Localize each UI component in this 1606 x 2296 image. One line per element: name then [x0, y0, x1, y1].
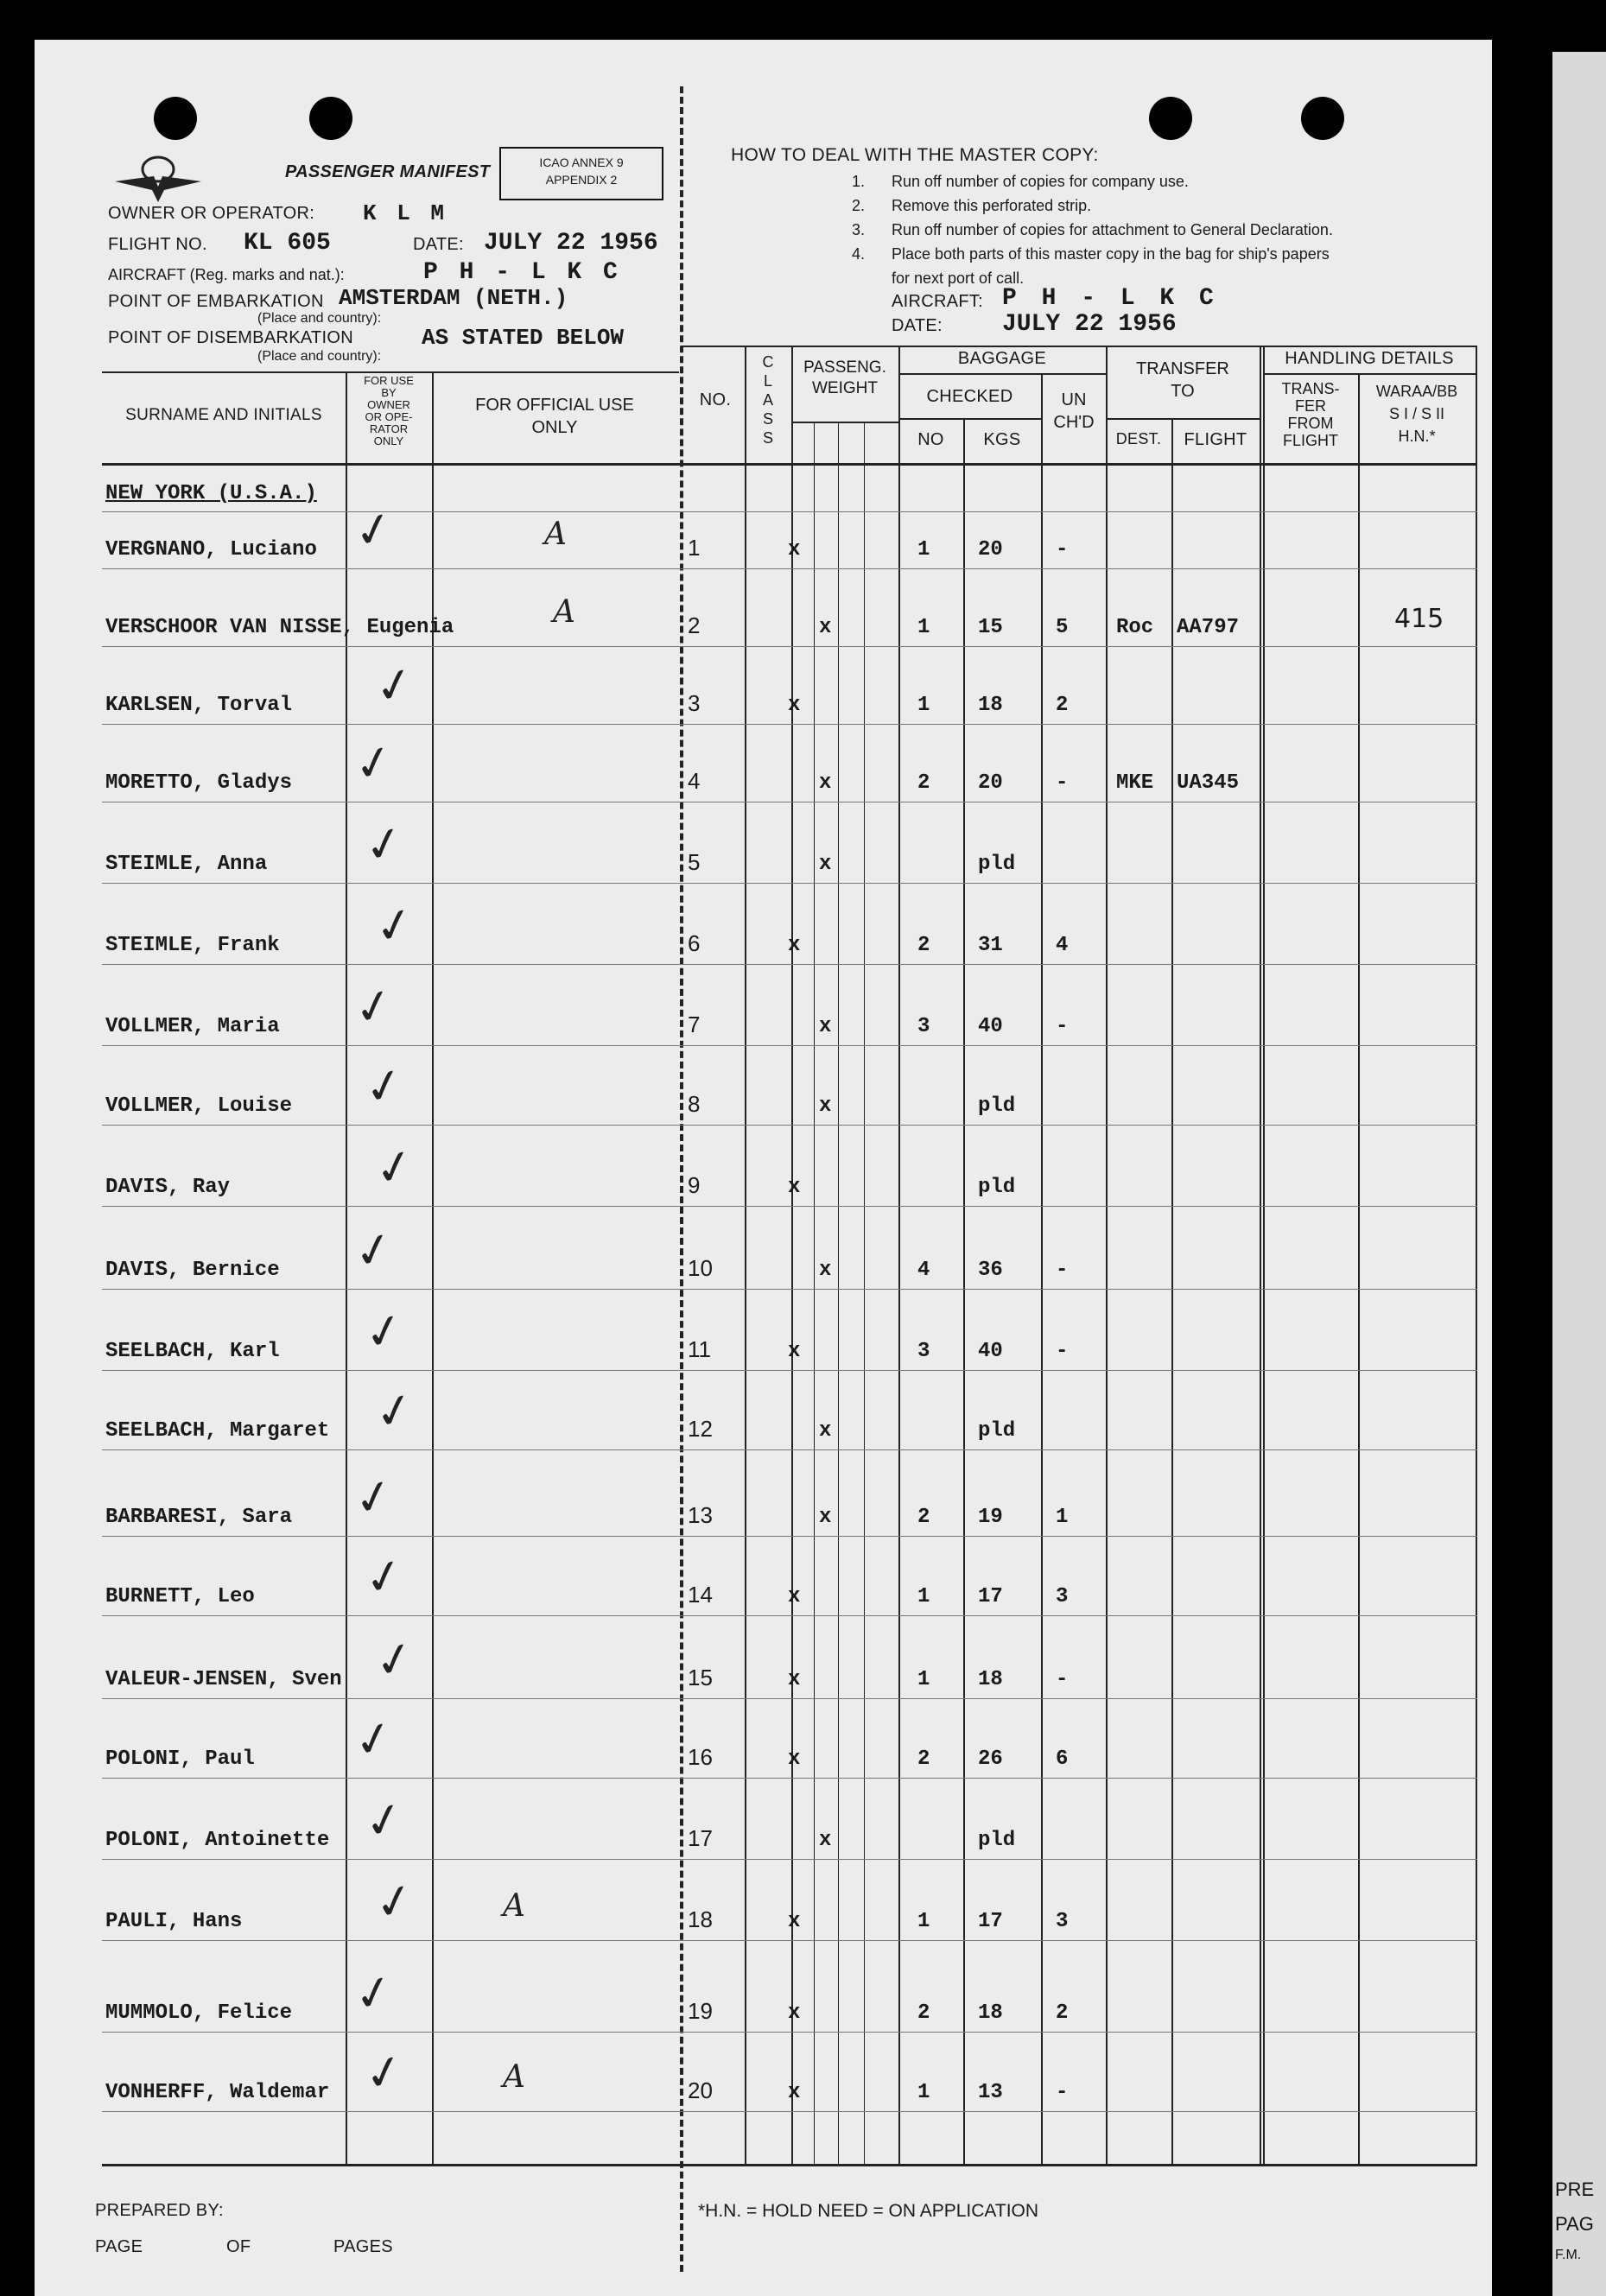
- rule: [898, 373, 1106, 375]
- passenger-name: VERGNANO, Luciano: [105, 538, 317, 561]
- weight-mark-1: x: [788, 2081, 801, 2104]
- seq-no: 7: [688, 1012, 701, 1037]
- official-mark: A: [503, 2059, 525, 2095]
- col-surname: SURNAME AND INITIALS: [125, 406, 322, 424]
- row-rule: [102, 568, 1477, 569]
- unchecked-count: -: [1056, 1668, 1069, 1691]
- table-row: [0, 813, 1606, 881]
- owner-value: K L M: [363, 200, 448, 226]
- table-row: [0, 2041, 1606, 2109]
- flight-label: FLIGHT NO.: [108, 235, 207, 254]
- bag-kgs: pld: [978, 1419, 1016, 1443]
- rule: [793, 422, 898, 423]
- passenger-name: VALEUR-JENSEN, Sven: [105, 1668, 342, 1691]
- checkmark-icon: ✓: [369, 1628, 420, 1691]
- seq-no: 14: [688, 1582, 713, 1608]
- bag-count: 1: [917, 616, 930, 639]
- strip-text: PAG: [1555, 2213, 1594, 2235]
- unchecked-count: 5: [1056, 616, 1069, 639]
- rule: [1263, 373, 1477, 375]
- bag-kgs: 18: [978, 1668, 1003, 1691]
- seq-no: 11: [688, 1336, 711, 1362]
- punch-hole: [154, 97, 197, 140]
- bag-kgs: 31: [978, 934, 1003, 957]
- table-row: [0, 1545, 1606, 1614]
- weight-mark-1: x: [788, 1910, 801, 1933]
- place-country: (Place and country):: [257, 311, 382, 326]
- unchecked-count: -: [1056, 1015, 1069, 1038]
- bag-count: 2: [917, 2001, 930, 2025]
- passenger-name: SEELBACH, Margaret: [105, 1419, 330, 1443]
- checkmark-icon: ✓: [348, 1466, 399, 1529]
- weight-mark-2: x: [819, 1829, 832, 1852]
- bag-kgs: 17: [978, 1910, 1003, 1933]
- passenger-name: VOLLMER, Maria: [105, 1015, 280, 1038]
- punch-hole: [309, 97, 352, 140]
- table-row: [0, 732, 1606, 800]
- seq-no: 20: [688, 2077, 713, 2103]
- icao-line2: APPENDIX 2: [545, 173, 618, 187]
- passenger-name: POLONI, Antoinette: [105, 1829, 330, 1852]
- row-rule: [102, 964, 1477, 965]
- row-rule: [102, 1940, 1477, 1941]
- row-rule: [102, 883, 1477, 884]
- checkmark-icon: ✓: [348, 1708, 399, 1771]
- weight-mark-1: x: [788, 1340, 801, 1363]
- row-rule: [102, 1615, 1477, 1616]
- bag-kgs: 18: [978, 694, 1003, 717]
- passenger-name: VERSCHOOR VAN NISSE, Eugenia: [105, 616, 454, 639]
- prepared-by-label: PREPARED BY:: [95, 2201, 224, 2220]
- col-bag-no: NO: [917, 430, 944, 449]
- embark-label: POINT OF EMBARKATION: [108, 292, 324, 311]
- master-copy-title: HOW TO DEAL WITH THE MASTER COPY:: [731, 145, 1099, 165]
- disembark-label: POINT OF DISEMBARKATION: [108, 328, 353, 347]
- row-rule: [102, 2111, 1477, 2112]
- bag-count: 3: [917, 1340, 930, 1363]
- bag-kgs: 26: [978, 1747, 1003, 1771]
- bag-count: 1: [917, 1585, 930, 1608]
- bag-kgs: 40: [978, 1340, 1003, 1363]
- passenger-name: VONHERFF, Waldemar: [105, 2081, 330, 2104]
- bag-kgs: 36: [978, 1259, 1003, 1282]
- checkmark-icon: ✓: [359, 1545, 409, 1608]
- pages-label: PAGES: [333, 2237, 393, 2256]
- checkmark-icon: ✓: [359, 1055, 409, 1118]
- mc-aircraft-label: AIRCRAFT:: [892, 292, 984, 311]
- checkmark-icon: ✓: [369, 1870, 420, 1933]
- bag-kgs: 20: [978, 771, 1003, 795]
- mc-date-label: DATE:: [892, 316, 943, 335]
- passenger-name: VOLLMER, Louise: [105, 1094, 293, 1118]
- hn-footnote: *H.N. = HOLD NEED = ON APPLICATION: [698, 2201, 1039, 2221]
- passenger-name: DAVIS, Ray: [105, 1176, 231, 1199]
- table-row: [0, 1708, 1606, 1776]
- rule: [102, 371, 679, 373]
- checkmark-icon: ✓: [369, 1380, 420, 1443]
- checkmark-icon: ✓: [348, 975, 399, 1038]
- rule: [898, 418, 1041, 420]
- col-transfer: TRANSFER TO: [1136, 359, 1229, 401]
- weight-mark-2: x: [819, 853, 832, 876]
- seq-no: 6: [688, 930, 701, 956]
- disembark-value: AS STATED BELOW: [422, 325, 625, 351]
- table-row: [0, 1300, 1606, 1368]
- checkmark-icon: ✓: [348, 1962, 399, 2025]
- destination-heading: NEW YORK (U.S.A.): [105, 482, 317, 505]
- col-dest: DEST.: [1115, 430, 1162, 447]
- col-no: NO.: [699, 390, 732, 409]
- passenger-name: DAVIS, Bernice: [105, 1259, 280, 1282]
- unchecked-count: -: [1056, 2081, 1069, 2104]
- passenger-name: KARLSEN, Torval: [105, 694, 293, 717]
- bag-kgs: pld: [978, 853, 1016, 876]
- bag-count: 3: [917, 1015, 930, 1038]
- bag-count: 2: [917, 1747, 930, 1771]
- place-country: (Place and country):: [257, 349, 382, 364]
- step-4: 4. Place both parts of this master copy in the bag for ship's papers: [852, 245, 1330, 263]
- seq-no: 8: [688, 1091, 701, 1117]
- unchecked-count: -: [1056, 771, 1069, 795]
- seq-no: 12: [688, 1416, 713, 1442]
- col-baggage: BAGGAGE: [957, 349, 1047, 368]
- table-row: [0, 975, 1606, 1043]
- bag-kgs: pld: [978, 1094, 1016, 1118]
- table-row: [0, 894, 1606, 962]
- strip-text: F.M.: [1555, 2248, 1582, 2262]
- bag-kgs: 19: [978, 1506, 1003, 1529]
- col-owner-use: FOR USE BY OWNER OR OPE- RATOR ONLY: [364, 374, 414, 447]
- step-2: 2. Remove this perforated strip.: [852, 197, 1092, 214]
- row-rule: [102, 1536, 1477, 1537]
- table-row: [0, 1219, 1606, 1287]
- bag-kgs: pld: [978, 1176, 1016, 1199]
- bag-count: 1: [917, 538, 930, 561]
- step-4-cont: for next port of call.: [892, 270, 1025, 287]
- seq-no: 13: [688, 1502, 713, 1528]
- seq-no: 1: [688, 535, 701, 561]
- aircraft-value: P H - L K C: [423, 259, 621, 286]
- checkmark-icon: ✓: [359, 2041, 409, 2104]
- rule: [1106, 418, 1260, 420]
- unchecked-count: 1: [1056, 1506, 1069, 1529]
- seq-no: 2: [688, 612, 701, 638]
- mc-aircraft-value: P H - L K C: [1002, 285, 1219, 312]
- owner-label: OWNER OR OPERATOR:: [108, 204, 315, 223]
- table-row: [0, 654, 1606, 722]
- unchecked-count: 6: [1056, 1747, 1069, 1771]
- unchecked-count: 4: [1056, 934, 1069, 957]
- rule: [681, 346, 1477, 347]
- klm-logo-icon: [111, 152, 206, 204]
- row-rule: [102, 511, 1477, 512]
- passenger-name: STEIMLE, Anna: [105, 853, 268, 876]
- weight-mark-1: x: [788, 538, 801, 561]
- passenger-name: BARBARESI, Sara: [105, 1506, 293, 1529]
- seq-no: 10: [688, 1255, 713, 1281]
- seq-no: 15: [688, 1665, 713, 1690]
- bag-kgs: 17: [978, 1585, 1003, 1608]
- weight-mark-1: x: [788, 2001, 801, 2025]
- row-rule: [102, 1289, 1477, 1290]
- table-row: [0, 498, 1606, 567]
- col-pass-weight: PASSENG. WEIGHT: [803, 358, 886, 397]
- passenger-name: MORETTO, Gladys: [105, 771, 293, 795]
- unchecked-count: 3: [1056, 1585, 1069, 1608]
- bag-count: 4: [917, 1259, 930, 1282]
- bag-count: 2: [917, 934, 930, 957]
- row-rule: [102, 1449, 1477, 1450]
- unchecked-count: -: [1056, 538, 1069, 561]
- strip-text: PRE: [1555, 2179, 1595, 2200]
- seq-no: 19: [688, 1998, 713, 2024]
- row-rule: [102, 724, 1477, 725]
- rule: [102, 2164, 1477, 2166]
- bag-kgs: 20: [978, 538, 1003, 561]
- unchecked-count: -: [1056, 1259, 1069, 1282]
- step-3: 3. Run off number of copies for attachment to General Declaration.: [852, 221, 1333, 238]
- table-row: [0, 1628, 1606, 1697]
- row-rule: [102, 1125, 1477, 1126]
- col-official: FOR OFFICIAL USE ONLY: [475, 396, 634, 437]
- weight-mark-1: x: [788, 934, 801, 957]
- col-flight: FLIGHT: [1184, 430, 1247, 449]
- checkmark-icon: ✓: [348, 732, 399, 795]
- weight-mark-2: x: [819, 1419, 832, 1443]
- icao-box: [499, 147, 663, 200]
- bag-kgs: 15: [978, 616, 1003, 639]
- bag-count: 2: [917, 771, 930, 795]
- table-row: [0, 1870, 1606, 1938]
- hold-need: 415: [1394, 604, 1444, 634]
- mc-date-value: JULY 22 1956: [1002, 311, 1177, 338]
- punch-hole: [1301, 97, 1344, 140]
- bag-kgs: 13: [978, 2081, 1003, 2104]
- passenger-name: STEIMLE, Frank: [105, 934, 280, 957]
- weight-mark-2: x: [819, 1259, 832, 1282]
- weight-mark-1: x: [788, 1176, 801, 1199]
- table-row: [0, 1136, 1606, 1204]
- bag-count: 1: [917, 1910, 930, 1933]
- col-waraa: WARAA/BB S I / S II H.N.*: [1375, 383, 1458, 445]
- row-rule: [102, 1206, 1477, 1207]
- seq-no: 4: [688, 768, 701, 794]
- table-row: [0, 593, 1606, 644]
- bag-kgs: pld: [978, 1829, 1016, 1852]
- seq-no: 18: [688, 1906, 713, 1932]
- table-row: [0, 1466, 1606, 1534]
- bag-kgs: 40: [978, 1015, 1003, 1038]
- flight-value: KL 605: [244, 230, 331, 257]
- row-rule: [102, 646, 1477, 647]
- weight-mark-2: x: [819, 616, 832, 639]
- col-kgs: KGS: [983, 430, 1021, 449]
- bag-count: 1: [917, 2081, 930, 2104]
- weight-mark-1: x: [788, 1747, 801, 1771]
- row-rule: [102, 1370, 1477, 1371]
- weight-mark-1: x: [788, 1585, 801, 1608]
- weight-mark-2: x: [819, 1094, 832, 1118]
- seq-no: 3: [688, 690, 701, 716]
- transfer-flight: UA345: [1177, 771, 1240, 795]
- checkmark-icon: ✓: [359, 813, 409, 876]
- row-rule: [102, 1778, 1477, 1779]
- row-rule: [102, 1045, 1477, 1046]
- step-1: 1. Run off number of copies for company use.: [852, 173, 1189, 190]
- seq-no: 9: [688, 1172, 701, 1198]
- col-transfer-from: TRANS- FER FROM FLIGHT: [1281, 380, 1340, 449]
- weight-mark-2: x: [819, 1506, 832, 1529]
- unchecked-count: 2: [1056, 2001, 1069, 2025]
- weight-mark-2: x: [819, 771, 832, 795]
- checkmark-icon: ✓: [369, 654, 420, 717]
- row-rule: [102, 1698, 1477, 1699]
- weight-mark-1: x: [788, 694, 801, 717]
- passenger-name: MUMMOLO, Felice: [105, 2001, 293, 2025]
- table-row: [0, 1055, 1606, 1123]
- bag-kgs: 18: [978, 2001, 1003, 2025]
- passenger-name: POLONI, Paul: [105, 1747, 255, 1771]
- col-class: C L A S S: [762, 353, 774, 447]
- seq-no: 17: [688, 1825, 713, 1851]
- row-rule: [102, 2032, 1477, 2033]
- unchecked-count: 3: [1056, 1910, 1069, 1933]
- transfer-flight: AA797: [1177, 616, 1240, 639]
- rule: [102, 463, 1477, 466]
- punch-hole: [1149, 97, 1192, 140]
- checkmark-icon: ✓: [348, 498, 399, 561]
- form-title: PASSENGER MANIFEST: [285, 162, 491, 181]
- col-unchd: UN CH'D: [1053, 390, 1095, 432]
- col-checked: CHECKED: [926, 387, 1013, 406]
- of-label: OF: [226, 2237, 251, 2256]
- bag-count: 1: [917, 694, 930, 717]
- checkmark-icon: ✓: [369, 1136, 420, 1199]
- official-mark: A: [503, 1888, 525, 1924]
- checkmark-icon: ✓: [348, 1219, 399, 1282]
- passenger-name: PAULI, Hans: [105, 1910, 243, 1933]
- embark-value: AMSTERDAM (NETH.): [339, 285, 568, 311]
- transfer-dest: Roc: [1116, 616, 1154, 639]
- master-copy-steps: [852, 169, 1333, 290]
- checkmark-icon: ✓: [359, 1300, 409, 1363]
- table-row: [0, 1962, 1606, 2030]
- table-row: [0, 1789, 1606, 1857]
- weight-mark-2: x: [819, 1015, 832, 1038]
- weight-mark-1: x: [788, 1668, 801, 1691]
- unchecked-count: 2: [1056, 694, 1069, 717]
- row-rule: [102, 1859, 1477, 1860]
- seq-no: 5: [688, 849, 701, 875]
- checkmark-icon: ✓: [359, 1789, 409, 1852]
- col-handling: HANDLING DETAILS: [1285, 349, 1454, 368]
- icao-line1: ICAO ANNEX 9: [539, 155, 624, 169]
- transfer-dest: MKE: [1116, 771, 1154, 795]
- checkmark-icon: ✓: [369, 894, 420, 957]
- seq-no: 16: [688, 1744, 713, 1770]
- date-label: DATE:: [413, 235, 464, 254]
- table-row: [0, 1380, 1606, 1448]
- date-value: JULY 22 1956: [484, 230, 658, 257]
- official-mark: A: [544, 517, 567, 552]
- aircraft-label: AIRCRAFT (Reg. marks and nat.):: [108, 266, 345, 283]
- passenger-name: BURNETT, Leo: [105, 1585, 255, 1608]
- page-label: PAGE: [95, 2237, 143, 2256]
- official-mark: A: [553, 594, 575, 630]
- bag-count: 2: [917, 1506, 930, 1529]
- bag-count: 1: [917, 1668, 930, 1691]
- passenger-name: SEELBACH, Karl: [105, 1340, 280, 1363]
- unchecked-count: -: [1056, 1340, 1069, 1363]
